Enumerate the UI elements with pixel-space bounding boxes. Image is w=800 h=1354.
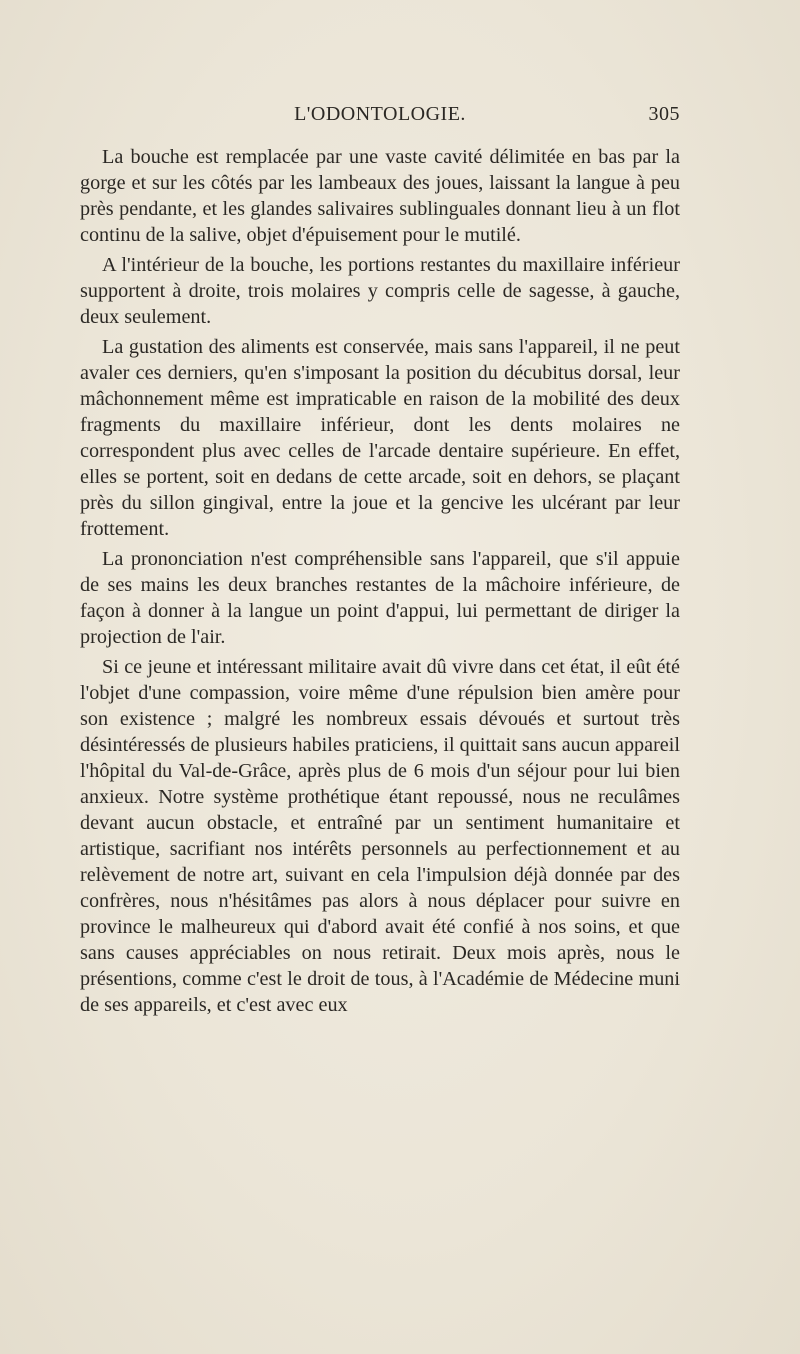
- paragraph: La bouche est remplacée par une vaste cavité délimitée en bas par la gorge et sur les côtés par les lambeaux des joues, laissant la langue à peu près pendante, et les glandes salivaires sublinguales donnant lieu à un flot continu de la salive, objet d'épuisement pour le mutilé.: [80, 146, 680, 246]
- paragraph: A l'intérieur de la bouche, les portions restantes du maxillaire inférieur supportent à droite, trois molaires y compris celle de sagesse, à gauche, deux seulement.: [80, 254, 680, 328]
- body-text: [80, 144, 680, 1022]
- page-header: [80, 103, 680, 129]
- running-title: L'ODONTOLOGIE.: [294, 103, 466, 125]
- paragraph: La prononciation n'est compréhensible sans l'appareil, que s'il appuie de ses mains les deux branches restantes de la mâchoire inférieure, de façon à donner à la langue un point d'appui, lui permettant de diriger la projection de l'air.: [80, 548, 680, 648]
- paragraph: Si ce jeune et intéressant militaire avait dû vivre dans cet état, il eût été l'objet d'une compassion, voire même d'une répulsion bien amère pour son existence ; malgré les nombreux essais dévoués et surtout très désintéressés de plusieurs habiles praticiens, il quittait sans aucun appareil l'hôpital du Val-de-Grâce, après plus de 6 mois d'un séjour pour lui bien anxieux. Notre système prothétique étant repoussé, nous ne reculâmes devant aucun obstacle, et entraîné par un sentiment humanitaire et artistique, sacrifiant nos intérêts personnels au perfectionnement et au relèvement de notre art, suivant en cela l'impulsion déjà donnée par des confrères, nous n'hésitâmes pas alors à nous déplacer pour suivre en province le malheureux qui d'abord avait été confié à nos soins, et que sans causes appréciables on nous retirait. Deux mois après, nous le présentions, comme c'est le droit de tous, à l'Académie de Médecine muni de ses appareils, et c'est avec eux: [80, 656, 680, 1016]
- paragraph: La gustation des aliments est conservée, mais sans l'appareil, il ne peut avaler ces derniers, qu'en s'imposant la position du décubitus dorsal, leur mâchonnement même est impraticable en raison de la mobilité des deux fragments du maxillaire inférieur, dont les dents molaires ne correspondent plus avec celles de l'arcade dentaire supérieure. En effet, elles se portent, soit en dedans de cette arcade, soit en dehors, se plaçant près du sillon gingival, entre la joue et la gencive les ulcérant par leur frottement.: [80, 336, 680, 540]
- page-number: 305: [648, 103, 680, 125]
